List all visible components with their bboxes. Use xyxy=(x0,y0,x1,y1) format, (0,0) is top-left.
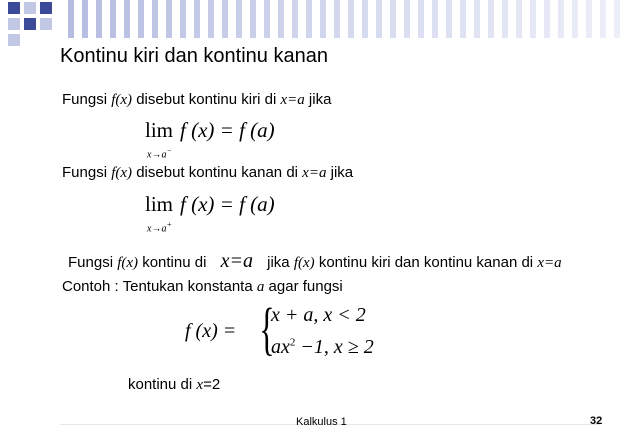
limit-subscript: x→a+ xyxy=(147,220,172,235)
limit-operator: lim xyxy=(145,192,174,216)
header-square-dark-1 xyxy=(8,2,20,14)
example-text: Contoh : Tentukan konstanta a agar fungsi xyxy=(62,278,343,295)
header-band xyxy=(60,0,620,38)
header-square-dark-3 xyxy=(24,18,36,30)
limit-equation: f (x) = f (a) xyxy=(180,192,275,216)
limit-subscript: x→a− xyxy=(147,146,172,161)
brace: { xyxy=(259,296,275,361)
left-definition-text: Fungsi f(x) disebut kontinu kiri di x=a jika xyxy=(62,91,332,108)
continuity-definition-text: Fungsi f(x) kontinu di x=a jika f(x) kontinu kiri dan kontinu kanan di x=a xyxy=(68,250,562,272)
limit-operator: lim xyxy=(145,118,174,142)
header-square-light-4 xyxy=(8,34,20,46)
continuity-condition: kontinu di x=2 xyxy=(128,376,221,393)
header-square-light-2 xyxy=(8,18,20,30)
header-square-light-1 xyxy=(24,2,36,14)
page-number: 32 xyxy=(590,415,603,427)
header-square-dark-2 xyxy=(40,2,52,14)
right-definition-text: Fungsi f(x) disebut kontinu kanan di x=a jika xyxy=(62,164,354,181)
header-square-light-3 xyxy=(40,18,52,30)
footer-course: Kalkulus 1 xyxy=(296,416,347,428)
piecewise-lhs: f (x) = xyxy=(185,320,237,342)
slide-title: Kontinu kiri dan kontinu kanan xyxy=(60,45,328,67)
limit-equation: f (x) = f (a) xyxy=(180,118,275,142)
piecewise-case-1: x + a, x < 2 xyxy=(271,304,366,326)
piecewise-case-2: $ax^2 -1$, x ≥ 2 xyxy=(271,336,374,358)
